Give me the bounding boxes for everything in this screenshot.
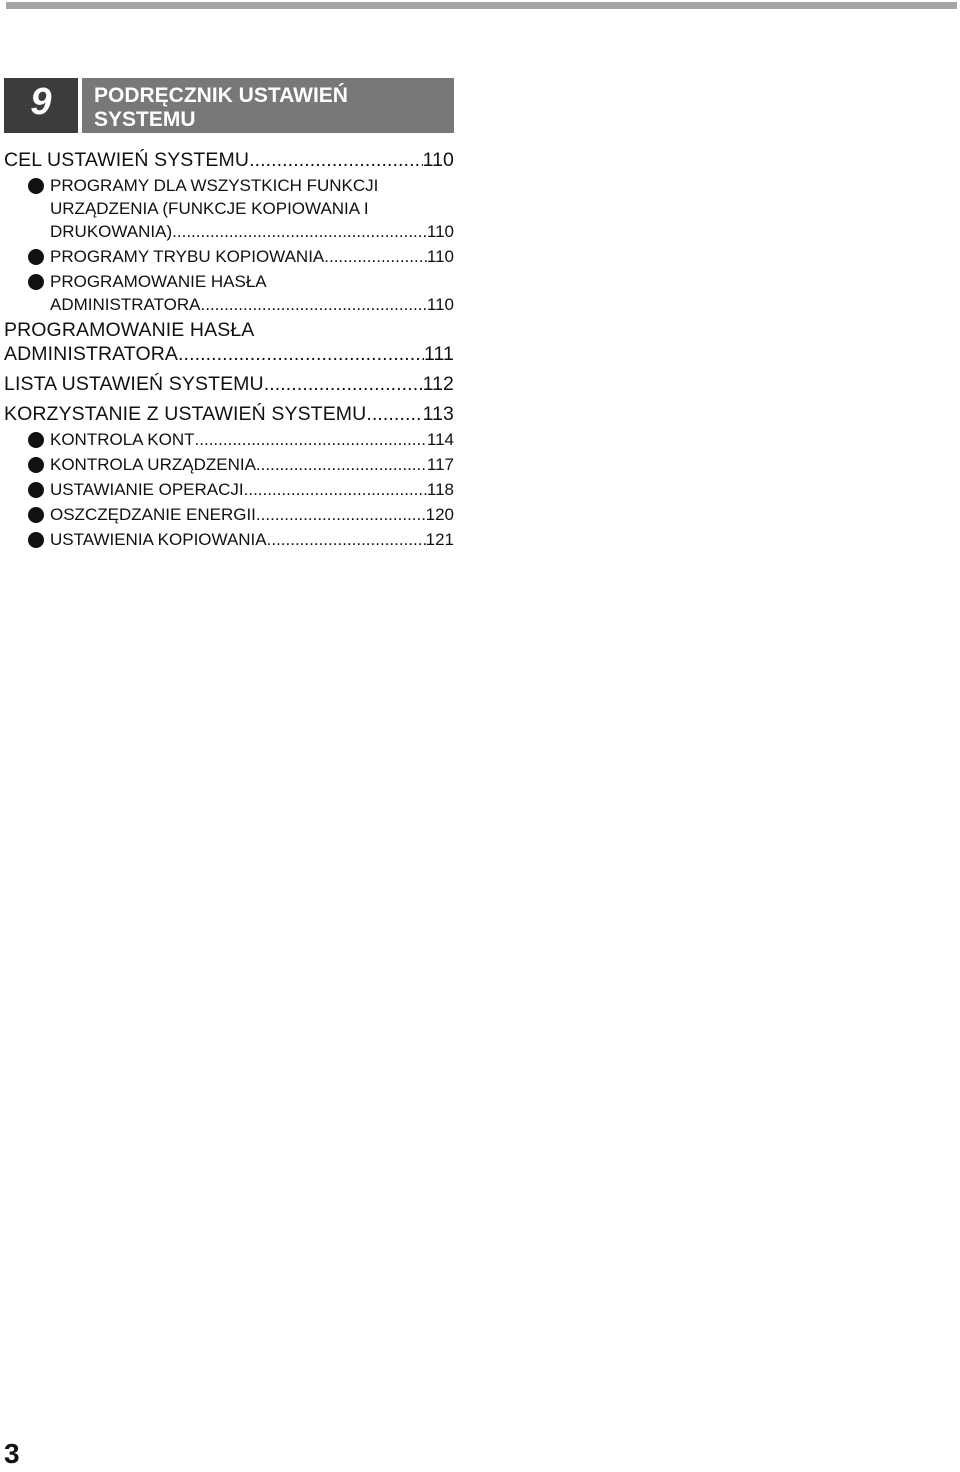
dot-leader xyxy=(178,342,424,366)
toc-page-number: 114 xyxy=(426,430,454,449)
toc-page-number: 121 xyxy=(425,530,454,549)
toc-entry-label-line: ADMINISTRATORA xyxy=(50,295,201,314)
toc-page-number: 110 xyxy=(426,222,454,241)
dot-leader xyxy=(249,148,423,172)
toc-entry-lista-ustawien[interactable] xyxy=(4,372,454,396)
toc-entry-label-line: PROGRAMOWANIE HASŁA xyxy=(4,319,255,341)
chapter-number: 9 xyxy=(4,78,78,133)
toc-subentry-kontrola-kont[interactable] xyxy=(4,428,454,451)
dot-leader xyxy=(172,220,427,243)
toc-page-number: 113 xyxy=(422,403,454,425)
toc-entry-programowanie-hasla[interactable] xyxy=(4,318,454,366)
toc-entry-cel-ustawien[interactable] xyxy=(4,148,454,172)
toc-entry-label: CEL USTAWIEŃ SYSTEMU xyxy=(4,149,250,171)
toc-page-number: 112 xyxy=(422,373,454,395)
toc-subentry-ustawianie-operacji[interactable] xyxy=(4,478,454,501)
toc-page-number: 120 xyxy=(425,505,454,524)
toc-entry-label: PROGRAMY TRYBU KOPIOWANIA xyxy=(50,247,325,266)
bullet-icon xyxy=(28,274,44,290)
toc-page-number: 111 xyxy=(424,343,454,365)
toc-page-number: 110 xyxy=(426,247,454,266)
toc-entry-label: USTAWIANIE OPERACJI xyxy=(50,480,244,499)
toc-page-number: 110 xyxy=(426,295,454,314)
toc-entry-label: LISTA USTAWIEŃ SYSTEMU xyxy=(4,373,264,395)
toc-subentry-programowanie-hasla[interactable] xyxy=(4,270,454,316)
toc-entry-label: KORZYSTANIE Z USTAWIEŃ SYSTEMU xyxy=(4,403,367,425)
toc-entry-label: KONTROLA URZĄDZENIA xyxy=(50,455,256,474)
toc-entry-label: OSZCZĘDZANIE ENERGII xyxy=(50,505,256,524)
toc-entry-label-line: URZĄDZENIA (FUNKCJE KOPIOWANIA I xyxy=(50,199,369,218)
top-rule xyxy=(6,2,957,9)
dot-leader xyxy=(267,528,426,551)
toc-page-number: 118 xyxy=(426,480,454,499)
toc-subentry-oszczedzanie-energii[interactable] xyxy=(4,503,454,526)
bullet-icon xyxy=(28,432,44,448)
dot-leader xyxy=(256,453,427,476)
dot-leader xyxy=(264,372,423,396)
toc-entry-label-line: DRUKOWANIA) xyxy=(50,222,173,241)
toc-subentry-kontrola-urzadzenia[interactable] xyxy=(4,453,454,476)
bullet-icon xyxy=(28,249,44,265)
toc-page-number: 110 xyxy=(422,149,454,171)
bullet-icon xyxy=(28,457,44,473)
toc-subentry-ustawienia-kopiowania[interactable] xyxy=(4,528,454,551)
toc-subentry-programy-trybu-kopiowania[interactable] xyxy=(4,245,454,268)
dot-leader xyxy=(244,478,427,501)
toc-entry-korzystanie-z-ustawien[interactable] xyxy=(4,402,454,426)
toc-entry-label-line: PROGRAMOWANIE HASŁA xyxy=(50,272,267,291)
chapter-header xyxy=(4,78,454,133)
dot-leader xyxy=(366,402,422,426)
toc-entry-label-line: ADMINISTRATORA xyxy=(4,343,179,365)
bullet-icon xyxy=(28,532,44,548)
toc-entry-label: KONTROLA KONT xyxy=(50,430,195,449)
dot-leader xyxy=(256,503,426,526)
page-number: 3 xyxy=(4,1438,20,1469)
table-of-contents xyxy=(4,148,454,551)
dot-leader xyxy=(201,293,427,316)
dot-leader xyxy=(324,245,427,268)
toc-entry-label: USTAWIENIA KOPIOWANIA xyxy=(50,530,267,549)
bullet-icon xyxy=(28,507,44,523)
toc-page-number: 117 xyxy=(426,455,454,474)
dot-leader xyxy=(195,428,427,451)
toc-subentry-programy-wszystkich-funkcji[interactable] xyxy=(4,174,454,243)
toc-entry-label-line: PROGRAMY DLA WSZYSTKICH FUNKCJI xyxy=(50,176,379,195)
chapter-title: PODRĘCZNIK USTAWIEŃ SYSTEMU xyxy=(82,78,454,133)
bullet-icon xyxy=(28,178,44,194)
bullet-icon xyxy=(28,482,44,498)
